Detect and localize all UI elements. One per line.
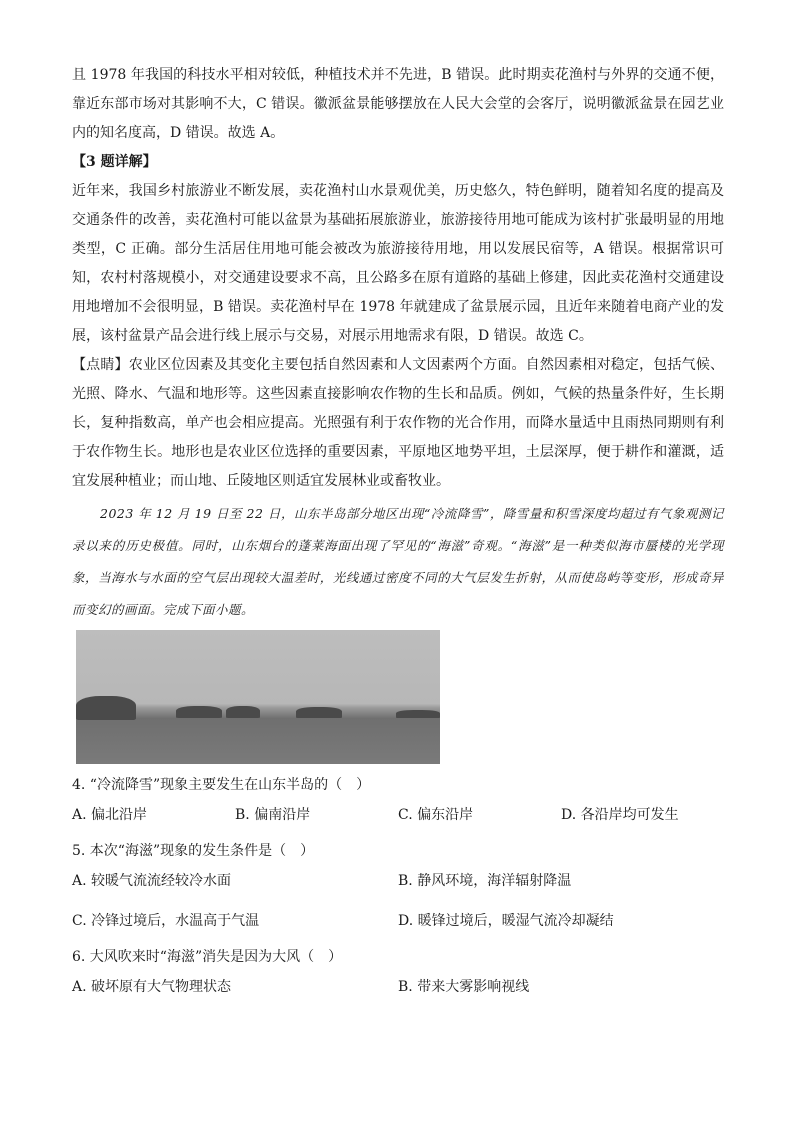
sea-mirage-photo [76, 630, 440, 764]
option-c: C. 偏东沿岸 [398, 807, 474, 823]
question-5 [72, 838, 724, 938]
island-shape [396, 710, 440, 718]
option-d: D. 各沿岸均可发生 [561, 807, 679, 823]
option-b: B. 偏南沿岸 [235, 807, 311, 823]
option-c: C. 冷锋过境后，水温高于气温 [72, 913, 260, 929]
option-b: B. 带来大雾影响视线 [398, 979, 530, 995]
option-b: B. 静风环境，海洋辐射降温 [398, 873, 572, 889]
answer-paragraph-2: 且 1978 年我国的科技水平相对较低，种植技术并不先进，B 错误。此时期卖花渔村与外界的交通不便，靠近东部市场对其影响不大，C 错误。徽派盆景能够摆放在人民大会堂的会客厅，说明徽派盆景在园艺业内的知名度高，D 错误。故选 A。 [72, 67, 724, 141]
key-point-paragraph: 【点睛】农业区位因素及其变化主要包括自然因素和人文因素两个方面。自然因素相对稳定，包括气候、光照、降水、气温和地形等。这些因素直接影响农作物的生长和品质。例如，气候的热量条件好，生长期长，复种指数高，单产也会相应提高。光照强有利于农作物的光合作用，而降水量适中且雨热同期则有利于农作物生长。地形也是农业区位选择的重要因素，平原地区地势平坦，土层深厚，便于耕作和灌溉，适宜发展种植业；而山地、丘陵地区则适宜发展林业或畜牧业。 [72, 357, 724, 489]
option-row [72, 798, 724, 832]
option-a: A. 较暖气流流经较冷水面 [72, 873, 232, 889]
option-d: D. 暖锋过境后，暖湿气流冷却凝结 [398, 913, 614, 929]
material-paragraph: 2023 年 12 月 19 日至 22 日，山东半岛部分地区出现“冷流降雪”，降雪量和积雪深度均超过有气象观测记录以来的历史极值。同时，山东烟台的蓬莱海面出现了罕见的“海滋”奇观。“海滋”是一种类似海市蜃楼的光学现象，当海水与水面的空气层出现较大温差时，光线通过密度不同的大气层发生折射，从而使岛屿等变形，形成奇异而变幻的画面。完成下面小题。 [72, 506, 724, 617]
option-a: A. 偏北沿岸 [72, 807, 148, 823]
question-stem: 5. 本次“海滋”现象的发生条件是（ ） [72, 843, 315, 859]
document-page [72, 0, 724, 1004]
question-6 [72, 944, 724, 1004]
answer-paragraph-3: 近年来，我国乡村旅游业不断发展，卖花渔村山水景观优美，历史悠久，特色鲜明，随着知名度的提高及交通条件的改善，卖花渔村可能以盆景为基础拓展旅游业，旅游接待用地可能成为该村扩张最明显的用地类型，C 正确。部分生活居住用地可能会被改为旅游接待用地，用以发展民宿等，A 错误。根据常识可知，农村村落规模小，对交通建设要求不高，且公路多在原有道路的基础上修建，因此卖花渔村交通建设用地增加不会很明显，B 错误。卖花渔村早在 1978 年就建成了盆景展示园，且近年来随着电商产业的发展，该村盆景产品会进行线上展示与交易，对展示用地需求有限，D 错误。故选 C。 [72, 183, 724, 344]
question-4 [72, 772, 724, 832]
option-row [72, 970, 724, 1004]
option-row [72, 904, 724, 938]
option-row [72, 864, 724, 898]
question-3-heading: 【3 题详解】 [72, 154, 157, 170]
option-a: A. 破坏原有大气物理状态 [72, 979, 232, 995]
island-shape [226, 706, 260, 718]
question-stem: 4. “冷流降雪”现象主要发生在山东半岛的（ ） [72, 777, 371, 793]
question-stem: 6. 大风吹来时“海滋”消失是因为大风（ ） [72, 949, 343, 965]
island-shape [296, 707, 342, 718]
island-shape [76, 696, 136, 720]
island-shape [176, 706, 222, 718]
